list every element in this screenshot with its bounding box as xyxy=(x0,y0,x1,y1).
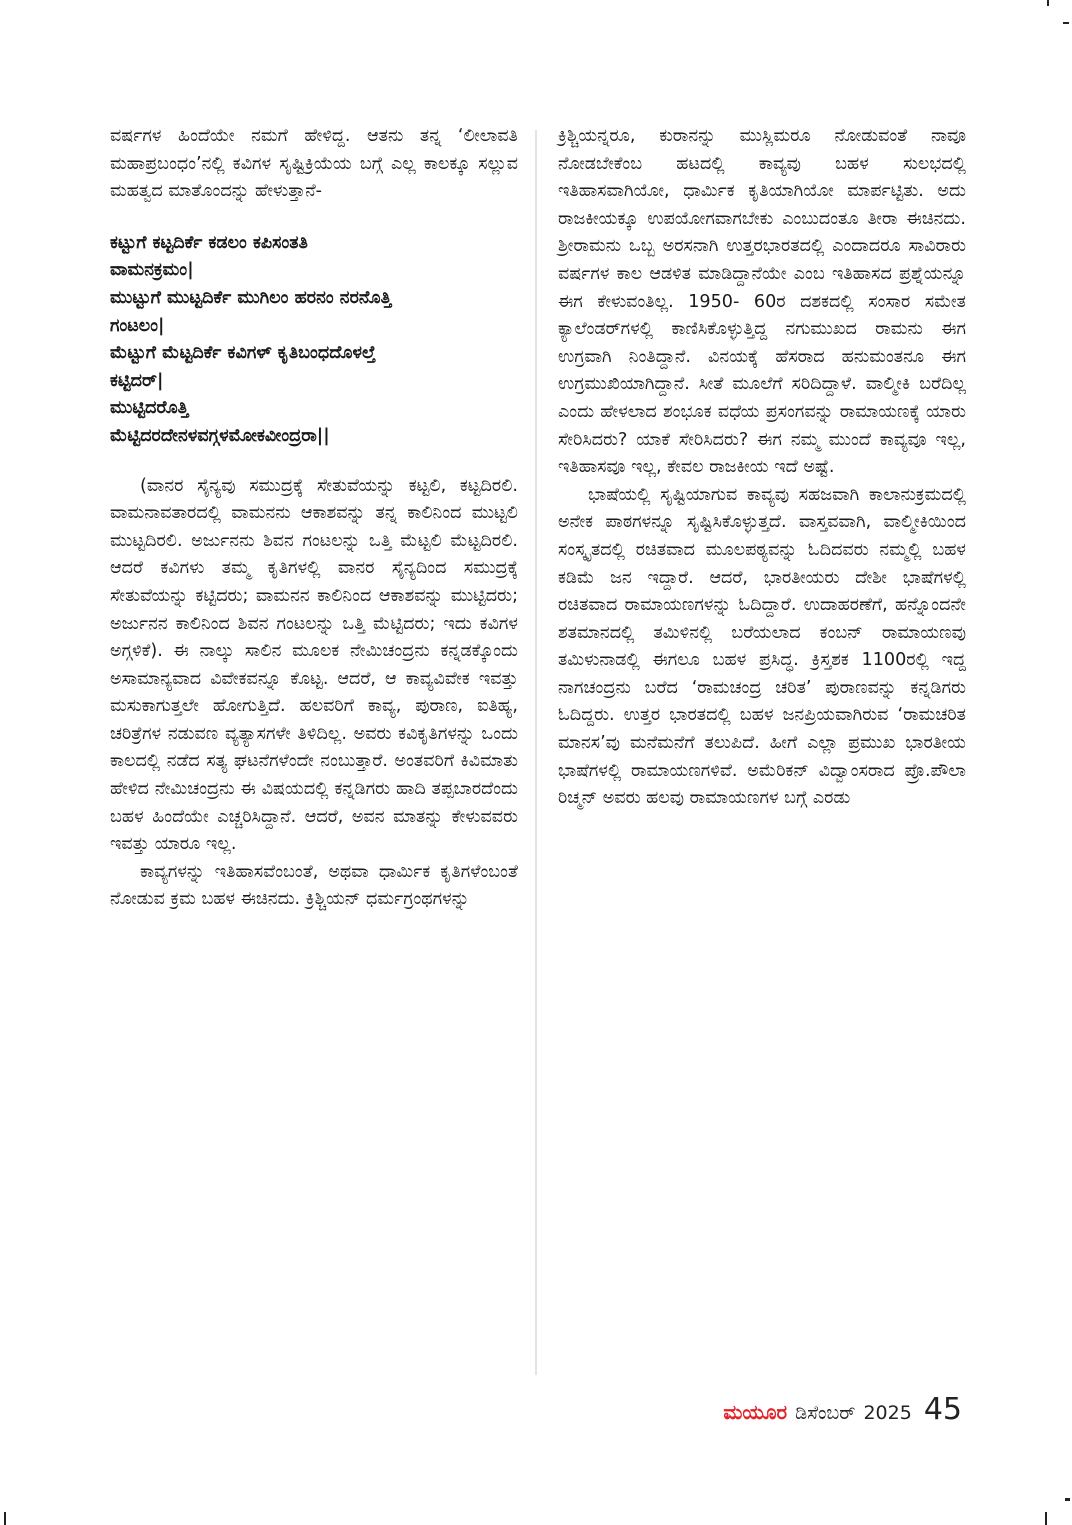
right-column xyxy=(558,123,966,813)
magazine-logo: ಮಯೂರ xyxy=(723,1400,788,1424)
crop-mark xyxy=(1045,1512,1047,1525)
body-paragraph: ಕಾವ್ಯಗಳನ್ನು ಇತಿಹಾಸವೆಂಬಂತೆ, ಅಥವಾ ಧಾರ್ಮಿಕ ಕೃತಿಗಳೆಂಬಂತೆ ನೋಡುವ ಕ್ರಮ ಬಹಳ ಈಚಿನದು. ಕ್ರಿಶ್ಚಿಯನ್ ಧರ್ಮಗ್ರಂಥಗಳನ್ನು xyxy=(110,861,518,910)
issue-month: ಡಿಸೆಂಬರ್ xyxy=(795,1402,856,1424)
page-footer xyxy=(723,1392,962,1427)
column-divider xyxy=(535,130,537,1375)
crop-mark xyxy=(4,1512,6,1525)
page-number: 45 xyxy=(923,1392,962,1427)
verse-line: ವಾಮನಕ್ರಮಂ| xyxy=(110,260,194,281)
verse-line: ಕಟ್ಟಿದರ್| xyxy=(110,370,164,391)
intro-paragraph: ವರ್ಷಗಳ ಹಿಂದೆಯೇ ನಮಗೆ ಹೇಳಿದ್ದ. ಆತನು ತನ್ನ ‘ಲೀಲಾವತಿ ಮಹಾಪ್ರಬಂಧಂ’ನಲ್ಲಿ ಕವಿಗಳ ಸೃಷ್ಟಿಕ್ರಿಯೆಯ ಬಗ್ಗೆ ಎಲ್ಲ ಕಾಲಕ್ಕೂ ಸಲ್ಲುವ ಮಹತ್ವದ ಮಾತೊಂದನ್ನು ಹೇಳುತ್ತಾನೆ- xyxy=(110,126,518,202)
verse-line: ಮೆಟ್ಟಿದರದೇನಳವಗ್ಗಳಮೋಕವೀಂದ್ರರಾ|| xyxy=(110,425,330,446)
crop-mark xyxy=(1047,0,1049,6)
verse-line: ಮೆಟ್ಟುಗೆ ಮೆಟ್ಟದಿರ್ಕೆ ಕವಿಗಳ್ ಕೃತಿಬಂಧದೊಳಲ್ತೆ xyxy=(110,343,376,364)
crop-mark xyxy=(1065,1498,1070,1501)
verse-line: ಮುಟ್ಟಿದರೊತ್ತಿ xyxy=(110,398,189,419)
crop-mark xyxy=(1063,22,1069,24)
issue-year: 2025 xyxy=(863,1402,912,1424)
body-paragraph: ಭಾಷೆಯಲ್ಲಿ ಸೃಷ್ಟಿಯಾಗುವ ಕಾವ್ಯವು ಸಹಜವಾಗಿ ಕಾಲಾನುಕ್ರಮದಲ್ಲಿ ಅನೇಕ ಪಾಠಗಳನ್ನೂ ಸೃಷ್ಟಿಸಿಕೊಳ್ಳುತ್ತದೆ. ವಾಸ್ತವವಾಗಿ, ವಾಲ್ಮೀಕಿಯಿಂದ ಸಂಸ್ಕೃತದಲ್ಲಿ ರಚಿತವಾದ ಮೂಲಪಠ್ಯವನ್ನು ಓದಿದವರು ನಮ್ಮಲ್ಲಿ ಬಹಳ ಕಡಿಮೆ ಜನ ಇದ್ದಾರೆ. ಆದರೆ, ಭಾರತೀಯರು ದೇಶೀ ಭಾಷೆಗಳಲ್ಲಿ ರಚಿತವಾದ ರಾಮಾಯಣಗಳನ್ನು ಓದಿದ್ದಾರೆ. ಉದಾಹರಣೆಗೆ, ಹನ್ನೊಂದನೇ ಶತಮಾನದಲ್ಲಿ ತಮಿಳಿನಲ್ಲಿ ಬರೆಯಲಾದ ಕಂಬನ್ ರಾಮಾಯಣವು ತಮಿಳುನಾಡಲ್ಲಿ ಈಗಲೂ ಬಹಳ ಪ್ರಸಿದ್ಧ. ಕ್ರಿಸ್ತಶಕ 1100ರಲ್ಲಿ ಇದ್ದ ನಾಗಚಂದ್ರನು ಬರೆದ ‘ರಾಮಚಂದ್ರ ಚರಿತ’ ಪುರಾಣವನ್ನು ಕನ್ನಡಿಗರು ಓದಿದ್ದರು. ಉತ್ತರ ಭಾರತದಲ್ಲಿ ಬಹಳ ಜನಪ್ರಿಯವಾಗಿರುವ ‘ರಾಮಚರಿತ ಮಾನಸ’ವು ಮನೆಮನೆಗೆ ತಲುಪಿದೆ. ಹೀಗೆ ಎಲ್ಲಾ ಪ್ರಮುಖ ಭಾರತೀಯ ಭಾಷೆಗಳಲ್ಲಿ ರಾಮಾಯಣಗಳಿವೆ. ಅಮೆರಿಕನ್ ವಿದ್ವಾಂಸರಾದ ಪ್ರೊ.ಪೌಲಾ ರಿಚ್ಮನ್ ಅವರು ಹಲವು ರಾಮಾಯಣಗಳ ಬಗ್ಗೆ ಎರಡು xyxy=(558,484,966,809)
body-paragraph: ಕ್ರಿಶ್ಚಿಯನ್ನರೂ, ಕುರಾನನ್ನು ಮುಸ್ಲಿಮರೂ ನೋಡುವಂತೆ ನಾವೂ ನೋಡಬೇಕೆಂಬ ಹಟದಲ್ಲಿ ಕಾವ್ಯವು ಬಹಳ ಸುಲಭದಲ್ಲಿ ಇತಿಹಾಸವಾಗಿಯೋ, ಧಾರ್ಮಿಕ ಕೃತಿಯಾಗಿಯೋ ಮಾರ್ಪಟ್ಟಿತು. ಅದು ರಾಜಕೀಯಕ್ಕೂ ಉಪಯೋಗವಾಗಬೇಕು ಎಂಬುದಂತೂ ತೀರಾ ಈಚಿನದು. ಶ್ರೀರಾಮನು ಒಬ್ಬ ಅರಸನಾಗಿ ಉತ್ತರಭಾರತದಲ್ಲಿ ಎಂದಾದರೂ ಸಾವಿರಾರು ವರ್ಷಗಳ ಕಾಲ ಆಡಳಿತ ಮಾಡಿದ್ದಾನೆಯೇ ಎಂಬ ಇತಿಹಾಸದ ಪ್ರಶ್ನೆಯನ್ನೂ ಈಗ ಕೇಳುವಂತಿಲ್ಲ. 1950- 60ರ ದಶಕದಲ್ಲಿ ಸಂಸಾರ ಸಮೇತ ಕ್ಯಾಲೆಂಡರ್‌ಗಳಲ್ಲಿ ಕಾಣಿಸಿಕೊಳ್ಳುತ್ತಿದ್ದ ನಗುಮುಖದ ರಾಮನು ಈಗ ಉಗ್ರವಾಗಿ ನಿಂತಿದ್ದಾನೆ. ವಿನಯಕ್ಕೆ ಹೆಸರಾದ ಹನುಮಂತನೂ ಈಗ ಉಗ್ರಮುಖಿಯಾಗಿದ್ದಾನೆ. ಸೀತೆ ಮೂಲೆಗೆ ಸರಿದಿದ್ದಾಳೆ. ವಾಲ್ಮೀಕಿ ಬರೆದಿಲ್ಲ ಎಂದು ಹೇಳಲಾದ ಶಂಭೂಕ ವಧೆಯ ಪ್ರಸಂಗವನ್ನು ರಾಮಾಯಣಕ್ಕೆ ಯಾರು ಸೇರಿಸಿದರು? ಯಾಕೆ ಸೇರಿಸಿದರು? ಈಗ ನಮ್ಮ ಮುಂದೆ ಕಾವ್ಯವೂ ಇಲ್ಲ, ಇತಿಹಾಸವೂ ಇಲ್ಲ, ಕೇವಲ ರಾಜಕೀಯ ಇದೆ ಅಷ್ಟೆ. xyxy=(558,126,966,478)
left-column xyxy=(110,123,518,914)
body-paragraph: (ವಾನರ ಸೈನ್ಯವು ಸಮುದ್ರಕ್ಕೆ ಸೇತುವೆಯನ್ನು ಕಟ್ಟಲಿ, ಕಟ್ಟದಿರಲಿ. ವಾಮನಾವತಾರದಲ್ಲಿ ವಾಮನನು ಆಕಾಶವನ್ನು ತನ್ನ ಕಾಲಿನಿಂದ ಮುಟ್ಟಲಿ ಮುಟ್ಟದಿರಲಿ. ಅರ್ಜುನನು ಶಿವನ ಗಂಟಲನ್ನು ಒತ್ತಿ ಮೆಟ್ಟಲಿ ಮೆಟ್ಟದಿರಲಿ. ಆದರೆ ಕವಿಗಳು ತಮ್ಮ ಕೃತಿಗಳಲ್ಲಿ ವಾನರ ಸೈನ್ಯದಿಂದ ಸಮುದ್ರಕ್ಕೆ ಸೇತುವೆಯನ್ನು ಕಟ್ಟಿದರು; ವಾಮನನ ಕಾಲಿನಿಂದ ಆಕಾಶವನ್ನು ಮುಟ್ಟಿದರು; ಅರ್ಜುನನ ಕಾಲಿನಿಂದ ಶಿವನ ಗಂಟಲನ್ನು ಒತ್ತಿ ಮೆಟ್ಟಿದರು; ಇದು ಕವಿಗಳ ಅಗ್ಗಳಿಕೆ). ಈ ನಾಲ್ಕು ಸಾಲಿನ ಮೂಲಕ ನೇಮಿಚಂದ್ರನು ಕನ್ನಡಕ್ಕೊಂದು ಅಸಾಮಾನ್ಯವಾದ ವಿವೇಕವನ್ನೂ ಕೊಟ್ಟ. ಆದರೆ, ಆ ಕಾವ್ಯವಿವೇಕ ಇವತ್ತು ಮಸುಕಾಗುತ್ತಲೇ ಹೋಗುತ್ತಿದೆ. ಹಲವರಿಗೆ ಕಾವ್ಯ, ಪುರಾಣ, ಐತಿಹ್ಯ, ಚರಿತ್ರೆಗಳ ನಡುವಣ ವ್ಯತ್ಯಾಸಗಳೇ ತಿಳಿದಿಲ್ಲ. ಅವರು ಕವಿಕೃತಿಗಳನ್ನು ಒಂದು ಕಾಲದಲ್ಲಿ ನಡೆದ ಸತ್ಯ ಘಟನೆಗಳೆಂದೇ ನಂಬುತ್ತಾರೆ. ಅಂತವರಿಗೆ ಕಿವಿಮಾತು ಹೇಳಿದ ನೇಮಿಚಂದ್ರನು ಈ ವಿಷಯದಲ್ಲಿ ಕನ್ನಡಿಗರು ಹಾದಿ ತಪ್ಪಬಾರದೆಂದು ಬಹಳ ಹಿಂದೆಯೇ ಎಚ್ಚರಿಸಿದ್ದಾನೆ. ಆದರೆ, ಅವನ ಮಾತನ್ನು ಕೇಳುವವರು ಇವತ್ತು ಯಾರೂ ಇಲ್ಲ. xyxy=(110,475,518,855)
verse-line: ಕಟ್ಟುಗೆ ಕಟ್ಟದಿರ್ಕೆ ಕಡಲಂ ಕಪಿಸಂತತಿ xyxy=(110,232,308,253)
verse-block xyxy=(110,230,518,451)
verse-line: ಮುಟ್ಟುಗೆ ಮುಟ್ಟದಿರ್ಕೆ ಮುಗಿಲಂ ಹರನಂ ನರನೊತ್ತಿ xyxy=(110,287,392,308)
verse-line: ಗಂಟಲಂ| xyxy=(110,315,165,336)
